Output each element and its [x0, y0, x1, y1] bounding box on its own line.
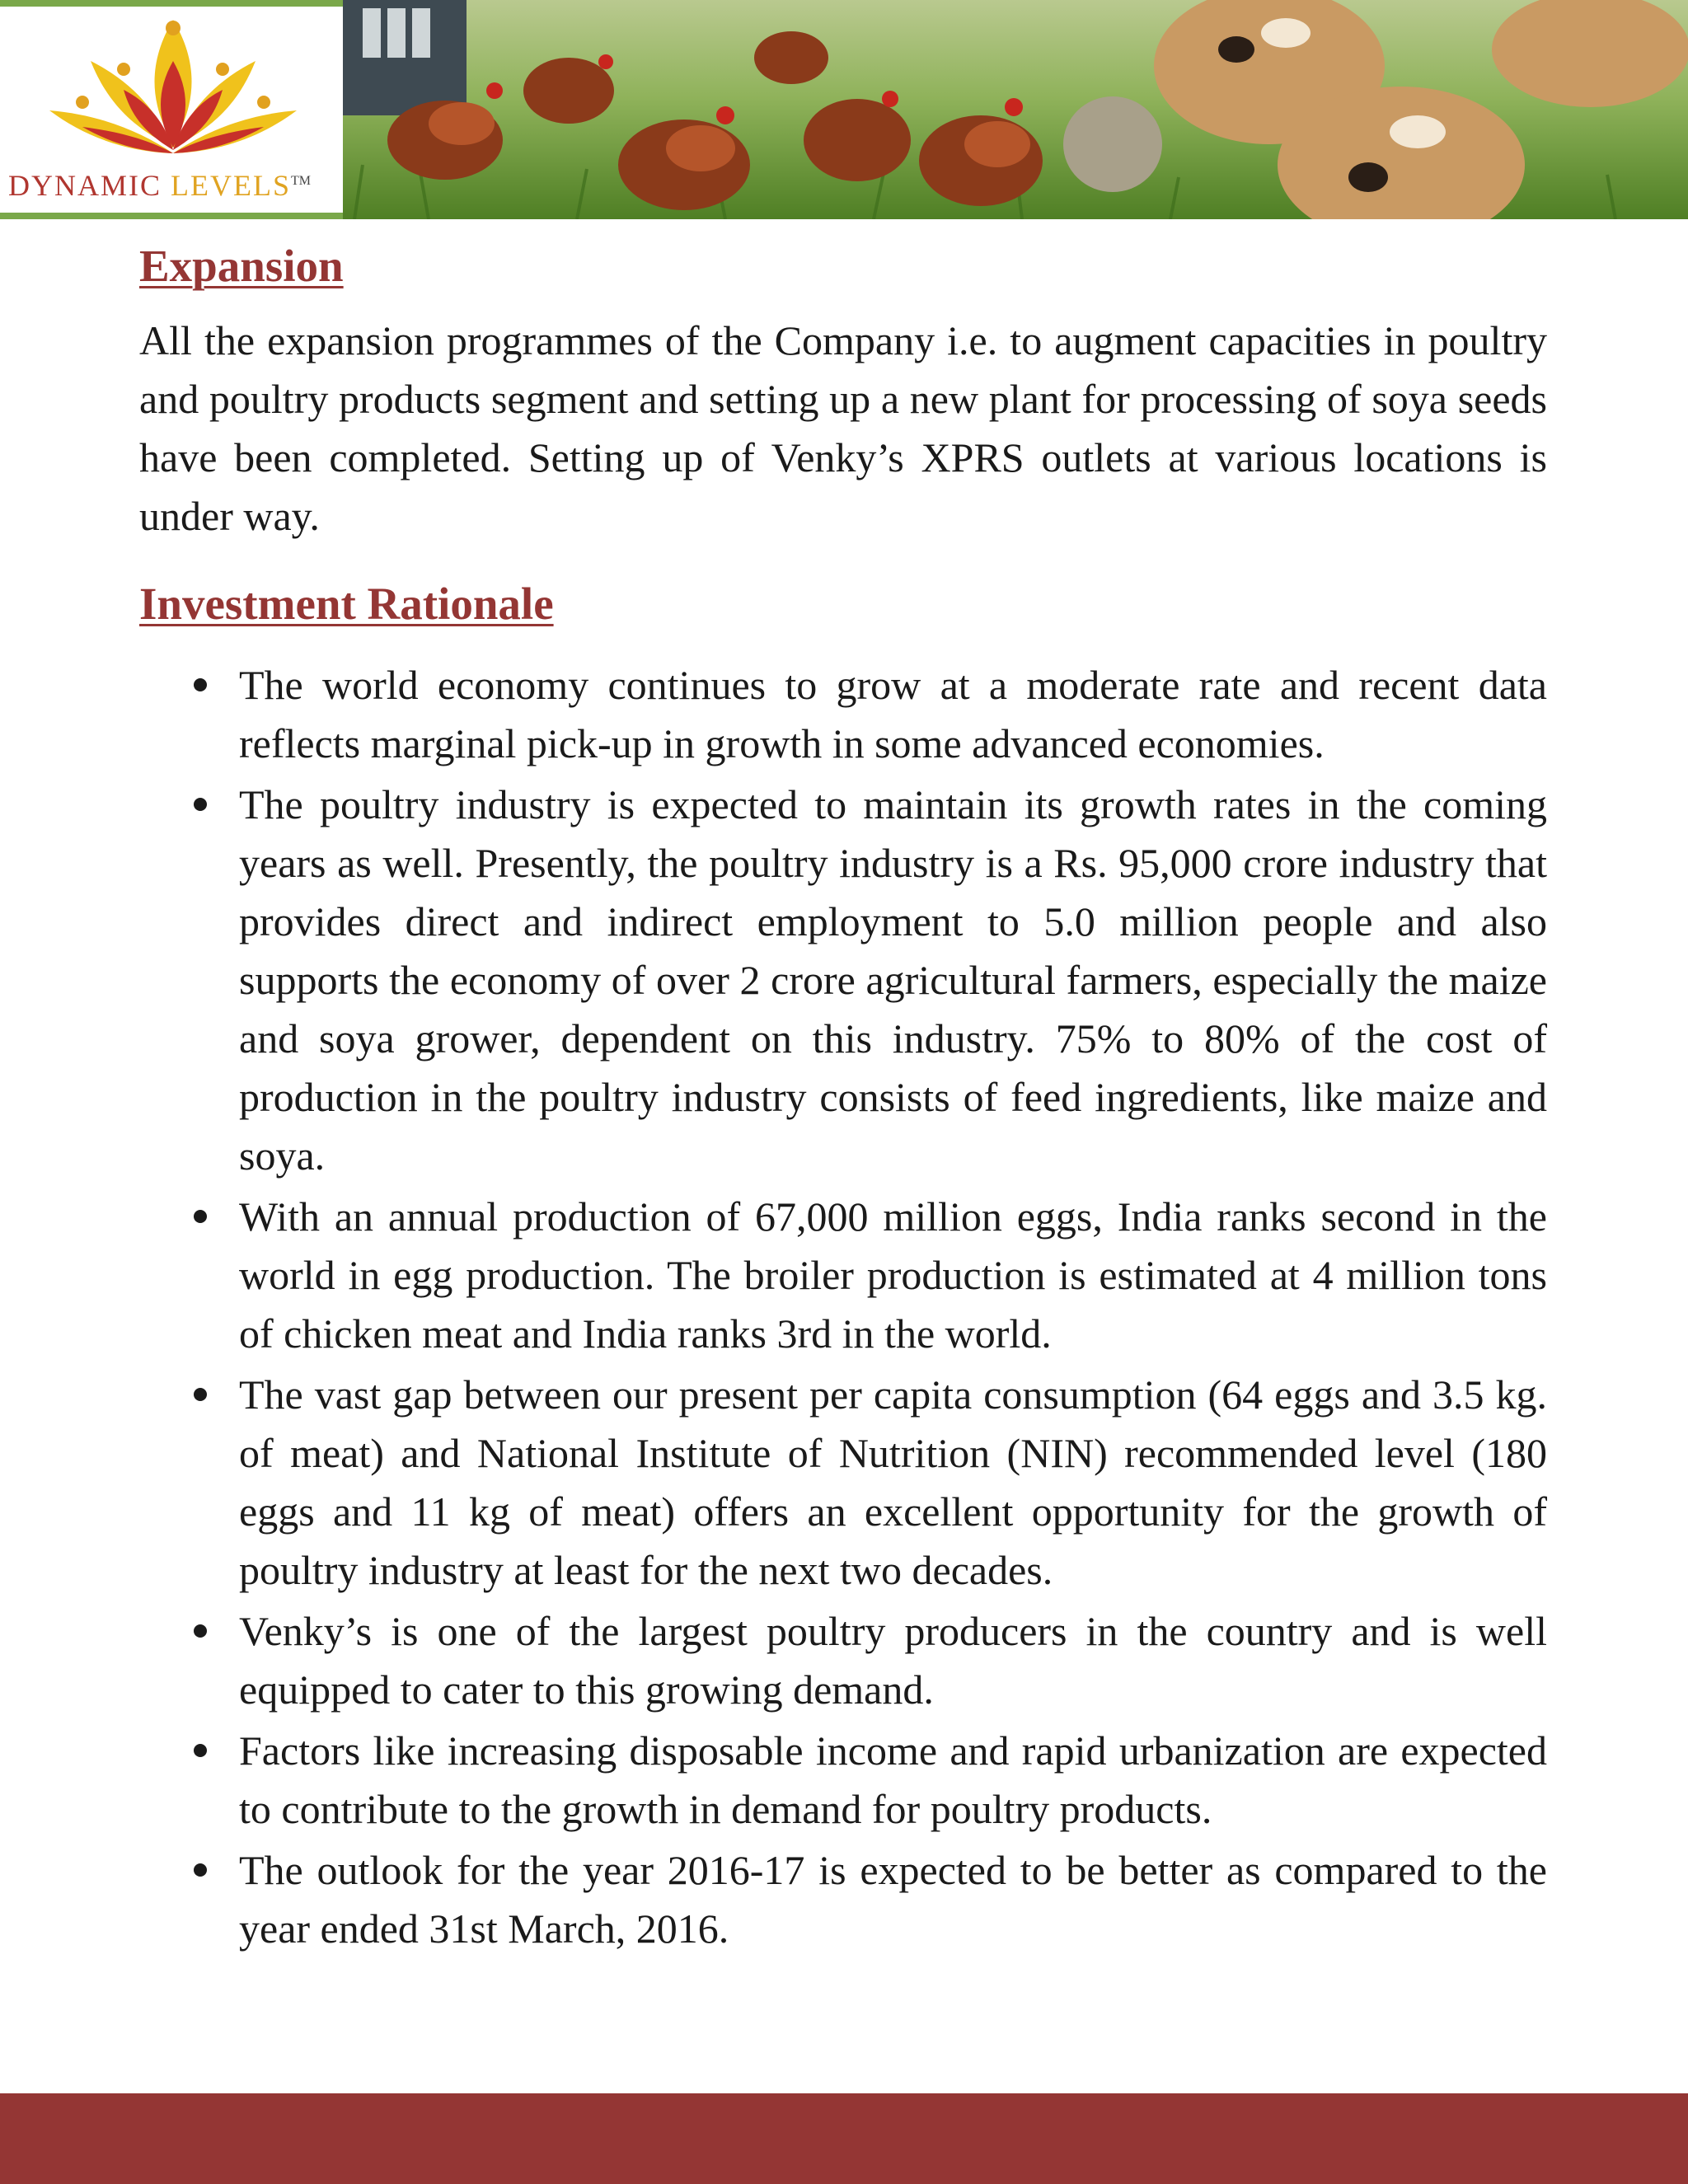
list-item-text: The world economy continues to grow at a moderate rate and recent data reflects marginal pick-up in growth in some advanced economies. — [239, 662, 1547, 766]
header-banner — [0, 0, 1688, 219]
list-item-text: With an annual production of 67,000 million eggs, India ranks second in the world in egg production. The broiler production is estimated at 4 million tons of chicken meat and India ranks 3rd in the world. — [239, 1193, 1547, 1357]
list-item-text: Factors like increasing disposable income and rapid urbanization are expected to contribute to the growth in demand for poultry products. — [239, 1727, 1547, 1832]
footer-bar — [0, 2093, 1688, 2184]
list-item-text: The outlook for the year 2016-17 is expected to be better as compared to the year ended 31st March, 2016. — [239, 1847, 1547, 1952]
list-item — [139, 1602, 1547, 1719]
logo — [0, 0, 343, 219]
bullet-icon — [194, 798, 207, 811]
list-item — [139, 656, 1547, 773]
logo-trademark: TM — [291, 174, 311, 188]
bullet-icon — [194, 678, 207, 691]
investment-rationale-list — [139, 656, 1547, 1958]
bullet-icon — [194, 1210, 207, 1223]
bullet-icon — [194, 1863, 207, 1877]
list-item — [139, 1188, 1547, 1363]
list-item — [139, 776, 1547, 1185]
expansion-heading: Expansion — [139, 241, 344, 291]
list-item — [139, 1722, 1547, 1839]
list-item — [139, 1366, 1547, 1600]
bullet-icon — [194, 1624, 207, 1638]
logo-word-primary: DYNAMIC — [8, 169, 162, 202]
investment-rationale-heading: Investment Rationale — [139, 579, 554, 629]
lotus-logo-icon — [33, 12, 313, 168]
list-item — [139, 1841, 1547, 1958]
list-item-text: The poultry industry is expected to maintain its growth rates in the coming years as well. Presently, the poultry industry is a Rs. 95,000 crore industry that provides direct and indirect employment to 5.0 million people and also supports the economy of over 2 crore agricultural farmers, especially the maize and soya grower, dependent on this industry. 75% to 80% of the cost of production in the poultry industry consists of feed ingredients, like maize and soya. — [239, 781, 1547, 1179]
list-item-text: The vast gap between our present per capita consumption (64 eggs and 3.5 kg. of meat) and National Institute of Nutrition (NIN) recommended level (180 eggs and 11 kg of meat) offers an excellent opportunity for the growth of poultry industry at least for the next two decades. — [239, 1371, 1547, 1593]
expansion-paragraph: All the expansion programmes of the Company i.e. to augment capacities in poultry and poultry products segment and setting up a new plant for processing of soya seeds have been completed. Setting up of Venky’s XPRS outlets at various locations is under way. — [139, 317, 1547, 539]
document-body — [139, 231, 1547, 1961]
bullet-icon — [194, 1388, 207, 1401]
logo-wordmark — [8, 168, 338, 203]
logo-word-secondary: LEVELS — [171, 169, 291, 202]
bullet-icon — [194, 1744, 207, 1757]
list-item-text: Venky’s is one of the largest poultry producers in the country and is well equipped to cater to this growing demand. — [239, 1608, 1547, 1713]
